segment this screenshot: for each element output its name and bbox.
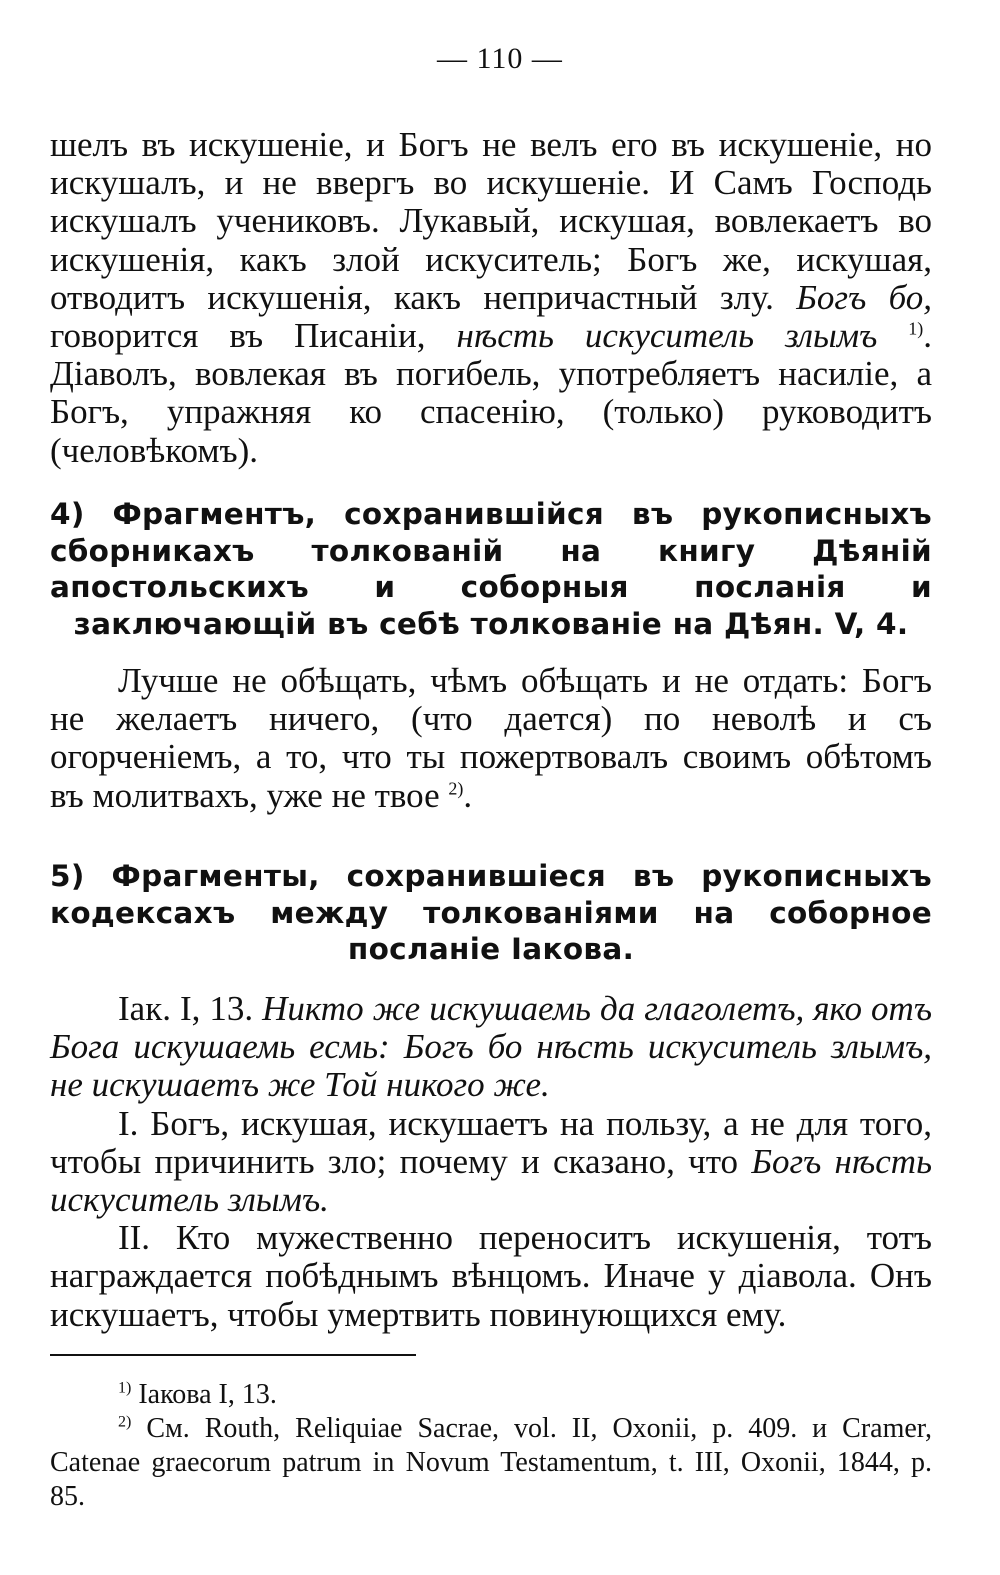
commentary-1 — [50, 1105, 932, 1220]
section-5-heading: 5) Фрагменты, сохранившіеся въ рукописныхъ кодексахъ между толкованіями на соборное посланіе Іакова. — [50, 859, 932, 966]
commentary-1-italic: Богъ нѣсть искуситель злымъ. — [50, 1141, 932, 1220]
intro-text-2: говорится въ Писаніи, — [50, 316, 457, 356]
intro-italic-1: Богъ бо, — [796, 277, 932, 317]
intro-paragraph — [50, 126, 932, 470]
section-4-end: . — [463, 775, 473, 815]
scripture-reference: Іак. I, 13. — [118, 989, 263, 1028]
intro-text-1: шелъ въ искушеніе, и Богъ не велъ его въ искушеніе, но искушалъ, и не ввергъ во искушеніе. И Самъ Господь искушалъ учениковъ. Лукавый, искушая, вовлекаетъ во искушенія, какъ злой искуситель; Богъ же, искушая, отводитъ искушенія, какъ непричастный злу. — [50, 125, 932, 317]
intro-text-3: . Діаволъ, вовлекая въ погибель, употребляетъ насиліе, а Богъ, упражняя ко спасенію, (только) руководитъ (человѣкомъ). — [50, 316, 932, 470]
section-5-body — [50, 990, 932, 1334]
commentary-2: II. Кто мужественно переноситъ искушенія, тотъ награждается побѣднымъ вѣнцомъ. Иначе у діавола. Онъ искушаетъ, чтобы умертвить повинующихся ему. — [50, 1218, 932, 1334]
footnotes — [50, 1378, 932, 1514]
footnote-1-text: Іакова I, 13. — [138, 1379, 277, 1410]
scripture-quote — [50, 990, 932, 1105]
footnote-2-text: См. Routh, Reliquiae Sacrae, vol. II, Oxonii, p. 409. и Cramer, Catenae graecorum patrum in Novum Testamentum, t. III, Oxonii, 1844, p. 85. — [50, 1413, 932, 1512]
section-4-paragraph — [50, 662, 932, 815]
commentary-1-text: I. Богъ, искушая, искушаетъ на пользу, а не для того, чтобы причинить зло; почему и сказано, что — [50, 1103, 932, 1181]
section-4-text: Лучше не обѣщать, чѣмъ обѣщать и не отдать: Богъ не желаетъ ничего, (что дается) по неволѣ и съ огорченіемъ, а то, что ты пожертвовалъ своимъ обѣтомъ въ молитвахъ, уже не твое — [50, 661, 932, 815]
footnote-ref-2: 2) — [448, 777, 464, 798]
page-number: — 110 — — [437, 42, 563, 75]
footnote-2 — [50, 1412, 932, 1514]
section-4-heading: 4) Фрагментъ, сохранившійся въ рукописныхъ сборникахъ толкованій на книгу Дѣяній апостольскихъ и соборныя посланія и заключающій въ себѣ толкованіе на Дѣян. V, 4. — [50, 497, 932, 641]
footnote-divider — [50, 1354, 416, 1356]
footnote-ref-1: 1) — [908, 318, 924, 339]
footnote-1 — [50, 1378, 932, 1412]
footnote-2-marker: 2) — [118, 1413, 132, 1431]
scripture-text: Никто же искушаемь да глаголетъ, яко отъ Бога искушаемь есмь: Богъ бо нѣсть искуситель злымъ, не искушаетъ же Той никого же. — [50, 989, 932, 1105]
footnote-1-marker: 1) — [118, 1379, 132, 1397]
intro-italic-2: нѣсть искуситель злымъ — [456, 316, 878, 356]
